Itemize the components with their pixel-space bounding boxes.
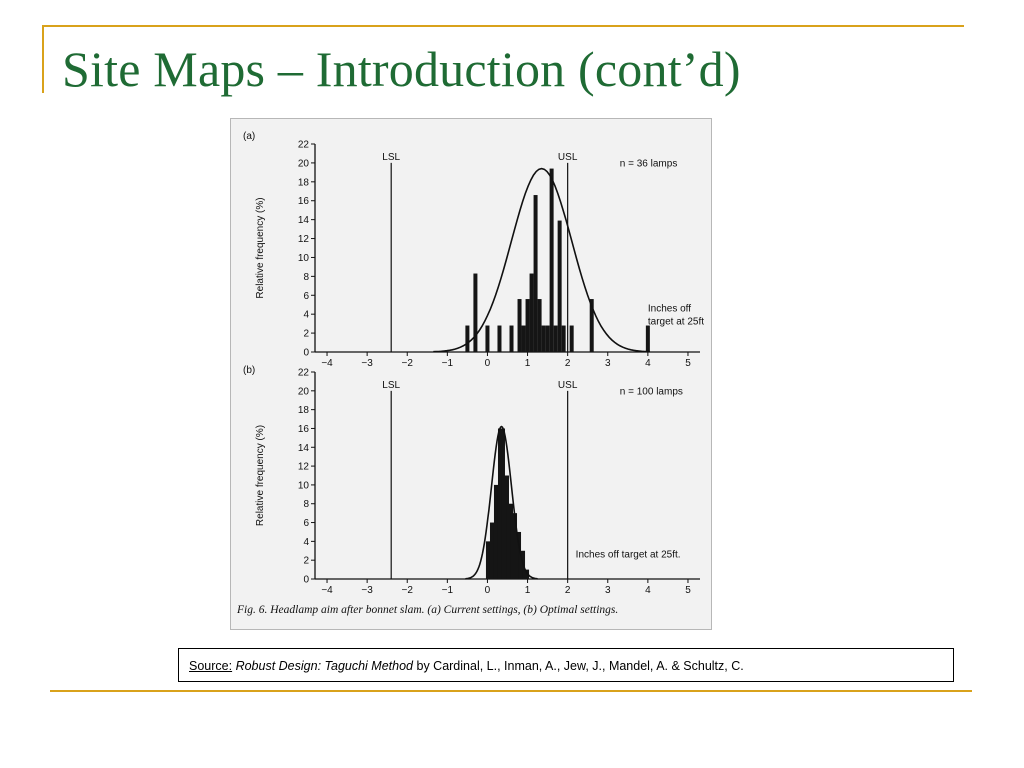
y-axis-label: Relative frequency (%) <box>255 424 266 527</box>
y-tick-label: 8 <box>303 271 309 283</box>
y-tick-label: 20 <box>297 386 309 398</box>
sample-size-label: n = 36 lamps <box>619 158 678 170</box>
y-tick-label: 4 <box>303 309 309 321</box>
y-tick-label: 18 <box>297 405 309 417</box>
y-tick-label: 8 <box>303 499 309 511</box>
histogram-bar <box>570 326 574 352</box>
y-tick-label: 2 <box>303 555 309 567</box>
histogram-bar <box>534 195 538 352</box>
usl-label: USL <box>557 379 578 391</box>
histogram-bar <box>558 221 562 352</box>
x-tick-label: 3 <box>604 358 611 369</box>
y-tick-label: 4 <box>303 536 309 548</box>
x-tick-label: 4 <box>645 585 651 596</box>
histogram-bar <box>473 274 477 352</box>
figure-caption: Fig. 6. Headlamp aim after bonnet slam. (a) Current settings, (b) Optimal settings. <box>237 604 619 616</box>
y-tick-label: 14 <box>297 442 309 454</box>
histogram-bar <box>526 299 530 352</box>
x-tick-label: 5 <box>685 358 691 369</box>
x-tick-label: −2 <box>401 585 413 596</box>
title-rule <box>42 25 964 27</box>
title-accent-bar <box>42 25 44 93</box>
histogram-bar <box>538 299 542 352</box>
histogram-bar <box>518 299 522 352</box>
axis-annotation: Inches off target at 25ft. <box>575 549 681 561</box>
histogram-bar <box>485 326 489 352</box>
x-tick-label: −4 <box>321 358 333 369</box>
figure-image <box>230 118 712 630</box>
histogram-bar <box>546 326 550 352</box>
histogram-bar <box>646 326 650 352</box>
x-tick-label: 2 <box>564 358 571 369</box>
x-tick-label: −1 <box>441 358 454 369</box>
x-tick-label: 3 <box>604 585 611 596</box>
x-tick-label: 0 <box>484 585 491 596</box>
x-tick-label: −1 <box>441 585 454 596</box>
histogram-figure <box>231 119 711 629</box>
y-tick-label: 12 <box>297 461 309 473</box>
histogram-bar <box>562 326 566 352</box>
y-tick-label: 10 <box>297 252 309 264</box>
slide-title: Site Maps – Introduction (cont’d) <box>62 41 741 97</box>
panel-a <box>243 131 704 369</box>
histogram-bar <box>550 169 554 352</box>
source-authors: by Cardinal, L., Inman, A., Jew, J., Mandel, A. & Schultz, C. <box>413 659 744 673</box>
histogram-bar <box>522 326 526 352</box>
y-tick-label: 22 <box>297 139 309 151</box>
y-tick-label: 0 <box>303 574 309 586</box>
source-label: Source: <box>189 659 233 673</box>
distribution-curve <box>433 169 650 352</box>
x-tick-label: −4 <box>321 585 333 596</box>
lsl-label: LSL <box>382 151 401 163</box>
usl-label: USL <box>557 151 578 163</box>
y-tick-label: 12 <box>297 234 309 246</box>
y-axis-label: Relative frequency (%) <box>255 197 266 299</box>
y-tick-label: 16 <box>297 196 309 208</box>
axis-annotation: Inches off <box>647 303 692 315</box>
panel-label: (b) <box>243 365 256 376</box>
y-tick-label: 20 <box>297 158 309 170</box>
y-tick-label: 16 <box>297 423 309 435</box>
x-tick-label: 2 <box>564 585 571 596</box>
histogram-bar <box>465 326 469 352</box>
y-tick-label: 22 <box>297 367 309 379</box>
source-book-title: Robust Design: Taguchi Method <box>235 659 414 673</box>
histogram-bar <box>530 274 534 352</box>
y-tick-label: 18 <box>297 177 309 189</box>
x-tick-label: −2 <box>401 358 413 369</box>
panel-label: (a) <box>243 131 256 142</box>
y-tick-label: 6 <box>303 518 309 530</box>
x-tick-label: 5 <box>685 585 691 596</box>
axis-annotation: target at 25ft <box>647 316 705 328</box>
x-tick-label: 1 <box>524 358 531 369</box>
histogram-bar <box>554 326 558 352</box>
histogram-bar <box>497 326 501 352</box>
source-citation <box>178 648 954 682</box>
y-tick-label: 0 <box>303 347 309 359</box>
x-tick-label: 4 <box>645 358 651 369</box>
panel-b <box>243 365 700 596</box>
x-tick-label: 0 <box>484 358 491 369</box>
x-tick-label: 1 <box>524 585 531 596</box>
y-tick-label: 14 <box>297 215 309 227</box>
lsl-label: LSL <box>382 379 401 391</box>
histogram-bar <box>510 326 514 352</box>
histogram-bar <box>542 326 546 352</box>
y-tick-label: 6 <box>303 290 309 302</box>
footer-rule <box>50 690 972 692</box>
y-tick-label: 2 <box>303 328 309 340</box>
sample-size-label: n = 100 lamps <box>619 386 683 398</box>
x-tick-label: −3 <box>361 585 373 596</box>
y-tick-label: 10 <box>297 480 309 492</box>
x-tick-label: −3 <box>361 358 373 369</box>
